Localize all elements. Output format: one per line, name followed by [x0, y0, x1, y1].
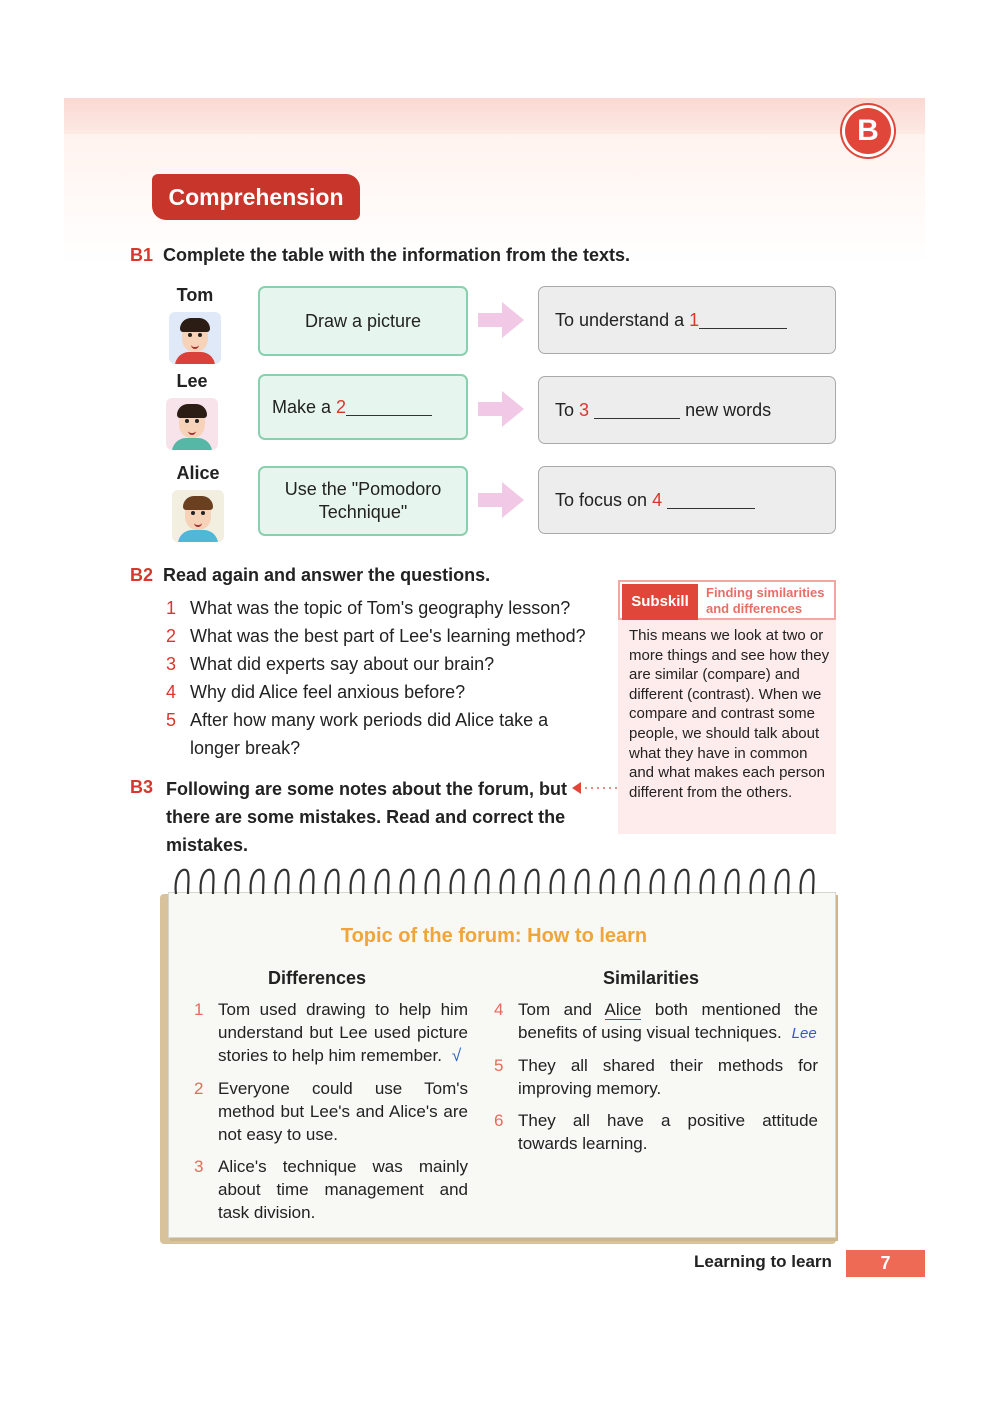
- method-text: Draw a picture: [304, 310, 422, 331]
- notebook-title: Topic of the forum: How to learn: [340, 925, 648, 947]
- method-box-alice: [258, 466, 468, 536]
- question-list: [166, 594, 616, 762]
- person-tom: [164, 285, 226, 364]
- check-mark: √: [451, 1046, 462, 1065]
- section-title: Comprehension: [152, 174, 360, 220]
- lee-avatar: [166, 398, 218, 450]
- person-lee: [164, 371, 220, 450]
- blank-number: 2: [336, 396, 347, 417]
- purpose-box-lee: [538, 376, 836, 444]
- unit-title: Learning to learn: [694, 1252, 832, 1271]
- b3-instruction: Following are some notes about the forum, but there are some mistakes. Read and correct the mistakes.: [166, 779, 568, 855]
- note-item-4: 4 Tom and Alice both mentioned the benefits of using visual techniques. Lee: [494, 1000, 823, 1042]
- note-item-5: 5 They all shared their methods for improving memory.: [494, 1056, 818, 1098]
- purpose-box-tom: [538, 286, 836, 354]
- person-alice: [170, 463, 226, 542]
- arrow-icon: [478, 480, 524, 520]
- note-item-2: 2 Everyone could use Tom's method but Lee's and Alice's are not easy to use.: [194, 1079, 468, 1144]
- question-item: 1 What was the topic of Tom's geography lesson?: [166, 598, 571, 618]
- blank-number: 1: [689, 309, 700, 330]
- answer-blank[interactable]: [667, 492, 755, 509]
- b1-heading: [130, 245, 630, 266]
- purpose-text: To understand a: [555, 309, 685, 330]
- b2-label: B2: [130, 565, 154, 585]
- answer-blank[interactable]: [346, 399, 432, 416]
- question-item: 5 After how many work periods did Alice take a longer break?: [166, 710, 549, 758]
- purpose-text: To: [555, 399, 575, 420]
- tom-avatar: [169, 312, 221, 364]
- page-number: 7: [880, 1253, 891, 1273]
- method-text: Make a: [272, 396, 332, 417]
- top-band: [64, 98, 925, 134]
- question-item: 2 What was the best part of Lee's learning method?: [166, 626, 586, 646]
- b1-instruction: Complete the table with the information from the texts.: [163, 245, 631, 265]
- method-box-tom: [258, 286, 468, 356]
- pointer-arrow-icon: [572, 779, 620, 797]
- purpose-text: To focus on: [555, 489, 648, 510]
- method-box-lee: [258, 374, 468, 440]
- person-name: Alice: [176, 463, 220, 483]
- b3-label: B3: [130, 777, 154, 797]
- subskill-header: [618, 580, 836, 620]
- note-item-1: 1 Tom used drawing to help him understand but Lee used picture stories to help him remember. √: [194, 1000, 468, 1065]
- answer-blank[interactable]: [699, 312, 787, 329]
- handwritten-correction: Lee: [791, 1025, 817, 1042]
- similarities-heading: Similarities: [603, 968, 700, 988]
- subskill-body: This means we look at two or more things and see how they are similar (compare) and different (contrast). When we compare and contrast some people, we should talk about what they have in common and what makes each person different from the others.: [629, 627, 830, 801]
- notebook: [154, 878, 838, 1244]
- blank-number: 4: [652, 489, 663, 510]
- method-text: Use the "Pomodoro Technique": [284, 479, 442, 522]
- arrow-icon: [478, 300, 524, 340]
- question-item: 3 What did experts say about our brain?: [166, 654, 495, 674]
- note-item-3: 3 Alice's technique was mainly about time management and task division.: [194, 1157, 468, 1222]
- differences-heading: Differences: [268, 968, 367, 988]
- subskill-tag: Subskill: [622, 584, 698, 620]
- answer-blank[interactable]: [594, 402, 680, 419]
- section-badge: B: [845, 108, 891, 154]
- purpose-box-alice: [538, 466, 836, 534]
- alice-avatar: [172, 490, 224, 542]
- person-name: Tom: [176, 285, 214, 305]
- b2-heading: [130, 565, 490, 586]
- spiral-binding-icon: [168, 860, 832, 900]
- note-item-6: 6 They all have a positive attitude towards learning.: [494, 1111, 818, 1153]
- person-name: Lee: [176, 371, 208, 391]
- blank-number: 3: [579, 399, 590, 420]
- subskill-box: [618, 580, 836, 834]
- arrow-icon: [478, 389, 524, 429]
- underlined-word: Alice: [604, 1000, 642, 1019]
- b2-instruction: Read again and answer the questions.: [163, 565, 491, 585]
- purpose-text-after: new words: [680, 399, 772, 420]
- b1-label: B1: [130, 245, 154, 265]
- subskill-title: Finding similarities and differences: [706, 585, 825, 616]
- question-item: 4 Why did Alice feel anxious before?: [166, 682, 466, 702]
